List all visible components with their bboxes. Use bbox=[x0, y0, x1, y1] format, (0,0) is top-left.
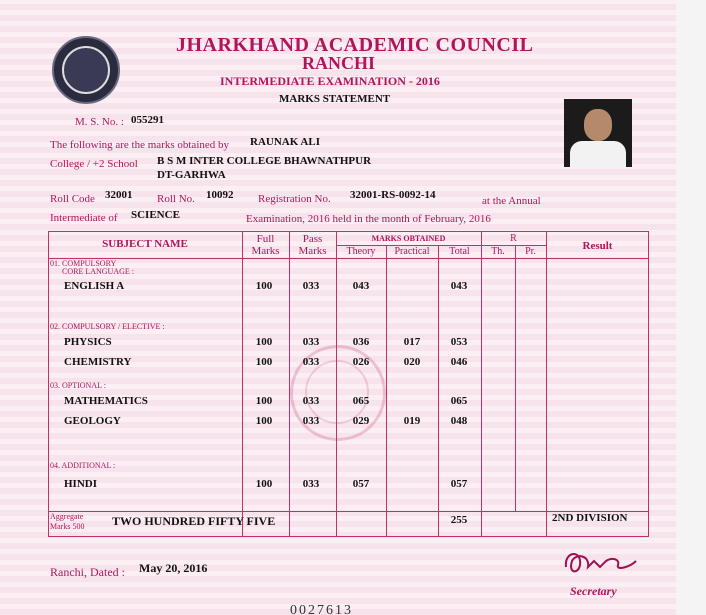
subject-name: PHYSICS bbox=[64, 336, 112, 348]
full-marks: 100 bbox=[255, 280, 273, 292]
aggregate-label: Aggregate bbox=[50, 512, 84, 521]
serial-number: 0027613 bbox=[290, 603, 353, 615]
header-practical: Practical bbox=[394, 246, 430, 257]
exam-line: Examination, 2016 held in the month of February, 2016 bbox=[246, 213, 491, 225]
header-pr: Pr. bbox=[525, 246, 536, 257]
annual-label: at the Annual bbox=[482, 195, 541, 207]
secretary-signature bbox=[560, 545, 640, 581]
student-photo bbox=[564, 99, 632, 167]
full-marks: 100 bbox=[255, 415, 273, 427]
col-divider bbox=[515, 245, 516, 511]
aggregate-label-2: Marks 500 bbox=[50, 522, 85, 531]
section-subtitle: CORE LANGUAGE : bbox=[62, 267, 134, 276]
ms-no: 055291 bbox=[131, 114, 164, 126]
header-r: R bbox=[510, 233, 517, 244]
issue-date: May 20, 2016 bbox=[139, 561, 208, 575]
row-divider bbox=[48, 258, 649, 259]
doc-title: MARKS STATEMENT bbox=[279, 93, 391, 105]
total-marks: 046 bbox=[450, 356, 468, 368]
theory-marks: 036 bbox=[352, 336, 370, 348]
council-city: RANCHI bbox=[302, 53, 376, 73]
total-marks: 057 bbox=[450, 478, 468, 490]
pass-marks: 033 bbox=[302, 336, 320, 348]
dated-label: Ranchi, Dated : bbox=[50, 565, 125, 579]
full-marks: 100 bbox=[255, 356, 273, 368]
total-marks: 048 bbox=[450, 415, 468, 427]
subject-name: HINDI bbox=[64, 478, 98, 490]
full-marks: 100 bbox=[255, 478, 273, 490]
pass-marks: 033 bbox=[302, 356, 320, 368]
signatory-title: Secretary bbox=[570, 584, 617, 598]
page-margin bbox=[676, 0, 706, 615]
header-subject: SUBJECT NAME bbox=[102, 238, 188, 250]
stream: SCIENCE bbox=[131, 209, 180, 221]
practical-marks: 019 bbox=[403, 415, 421, 427]
practical-marks: 017 bbox=[403, 336, 421, 348]
theory-marks: 057 bbox=[352, 478, 370, 490]
theory-marks: 043 bbox=[352, 280, 370, 292]
total-marks: 053 bbox=[450, 336, 468, 348]
council-name: JHARKHAND ACADEMIC COUNCIL bbox=[176, 34, 534, 56]
district: DT-GARHWA bbox=[157, 169, 226, 181]
result-division: 2ND DIVISION bbox=[552, 512, 628, 524]
section-title: 01. COMPULSORY bbox=[50, 259, 117, 268]
col-divider bbox=[289, 231, 290, 537]
full-marks: 100 bbox=[255, 336, 273, 348]
header-total: Total bbox=[449, 246, 470, 257]
subject-name: CHEMISTRY bbox=[64, 356, 132, 368]
col-divider bbox=[242, 231, 243, 537]
aggregate-total: 255 bbox=[450, 514, 468, 526]
pass-marks: 033 bbox=[302, 478, 320, 490]
header-pass-2: Marks bbox=[298, 245, 327, 257]
pass-marks: 033 bbox=[302, 395, 320, 407]
practical-marks: 020 bbox=[403, 356, 421, 368]
subject-name: GEOLOGY bbox=[64, 415, 121, 427]
section-title: 04. ADDITIONAL : bbox=[50, 461, 116, 470]
header-full-2: Marks bbox=[251, 245, 280, 257]
header-full: Full bbox=[256, 233, 275, 245]
roll-no: 10092 bbox=[206, 189, 234, 201]
obtained-label: The following are the marks obtained by bbox=[50, 139, 230, 151]
roll-code: 32001 bbox=[105, 189, 133, 201]
theory-marks: 065 bbox=[352, 395, 370, 407]
college-name: B S M INTER COLLEGE BHAWNATHPUR bbox=[157, 155, 372, 167]
registration-label: Registration No. bbox=[258, 193, 331, 205]
pass-marks: 033 bbox=[302, 415, 320, 427]
section-title: 03. OPTIONAL : bbox=[50, 381, 106, 390]
header-result: Result bbox=[582, 240, 613, 252]
total-marks: 065 bbox=[450, 395, 468, 407]
col-divider bbox=[481, 231, 482, 537]
header-pass: Pass bbox=[302, 233, 323, 245]
stream-label: Intermediate of bbox=[50, 212, 118, 224]
total-marks: 043 bbox=[450, 280, 468, 292]
theory-marks: 026 bbox=[352, 356, 370, 368]
col-divider bbox=[546, 231, 547, 537]
registration-no: 32001-RS-0092-14 bbox=[350, 189, 436, 201]
council-emblem-icon bbox=[52, 36, 120, 104]
marks-table bbox=[48, 231, 649, 537]
exam-title: INTERMEDIATE EXAMINATION - 2016 bbox=[220, 74, 440, 88]
header-th: Th. bbox=[491, 246, 505, 257]
college-label: College / +2 School bbox=[50, 158, 138, 170]
full-marks: 100 bbox=[255, 395, 273, 407]
theory-marks: 029 bbox=[352, 415, 370, 427]
subject-name: MATHEMATICS bbox=[64, 395, 148, 407]
ms-no-label: M. S. No. : bbox=[75, 116, 124, 128]
col-divider bbox=[336, 231, 337, 537]
col-divider bbox=[386, 245, 387, 537]
header-obtained: MARKS OBTAINED bbox=[371, 234, 446, 243]
roll-code-label: Roll Code bbox=[50, 193, 95, 205]
aggregate-words: TWO HUNDRED FIFTY FIVE bbox=[112, 514, 276, 528]
section-title: 02. COMPULSORY / ELECTIVE : bbox=[50, 322, 165, 331]
header-theory: Theory bbox=[346, 246, 376, 257]
subject-name: ENGLISH A bbox=[64, 280, 125, 292]
pass-marks: 033 bbox=[302, 280, 320, 292]
roll-no-label: Roll No. bbox=[157, 193, 195, 205]
student-name: RAUNAK ALI bbox=[250, 136, 320, 148]
